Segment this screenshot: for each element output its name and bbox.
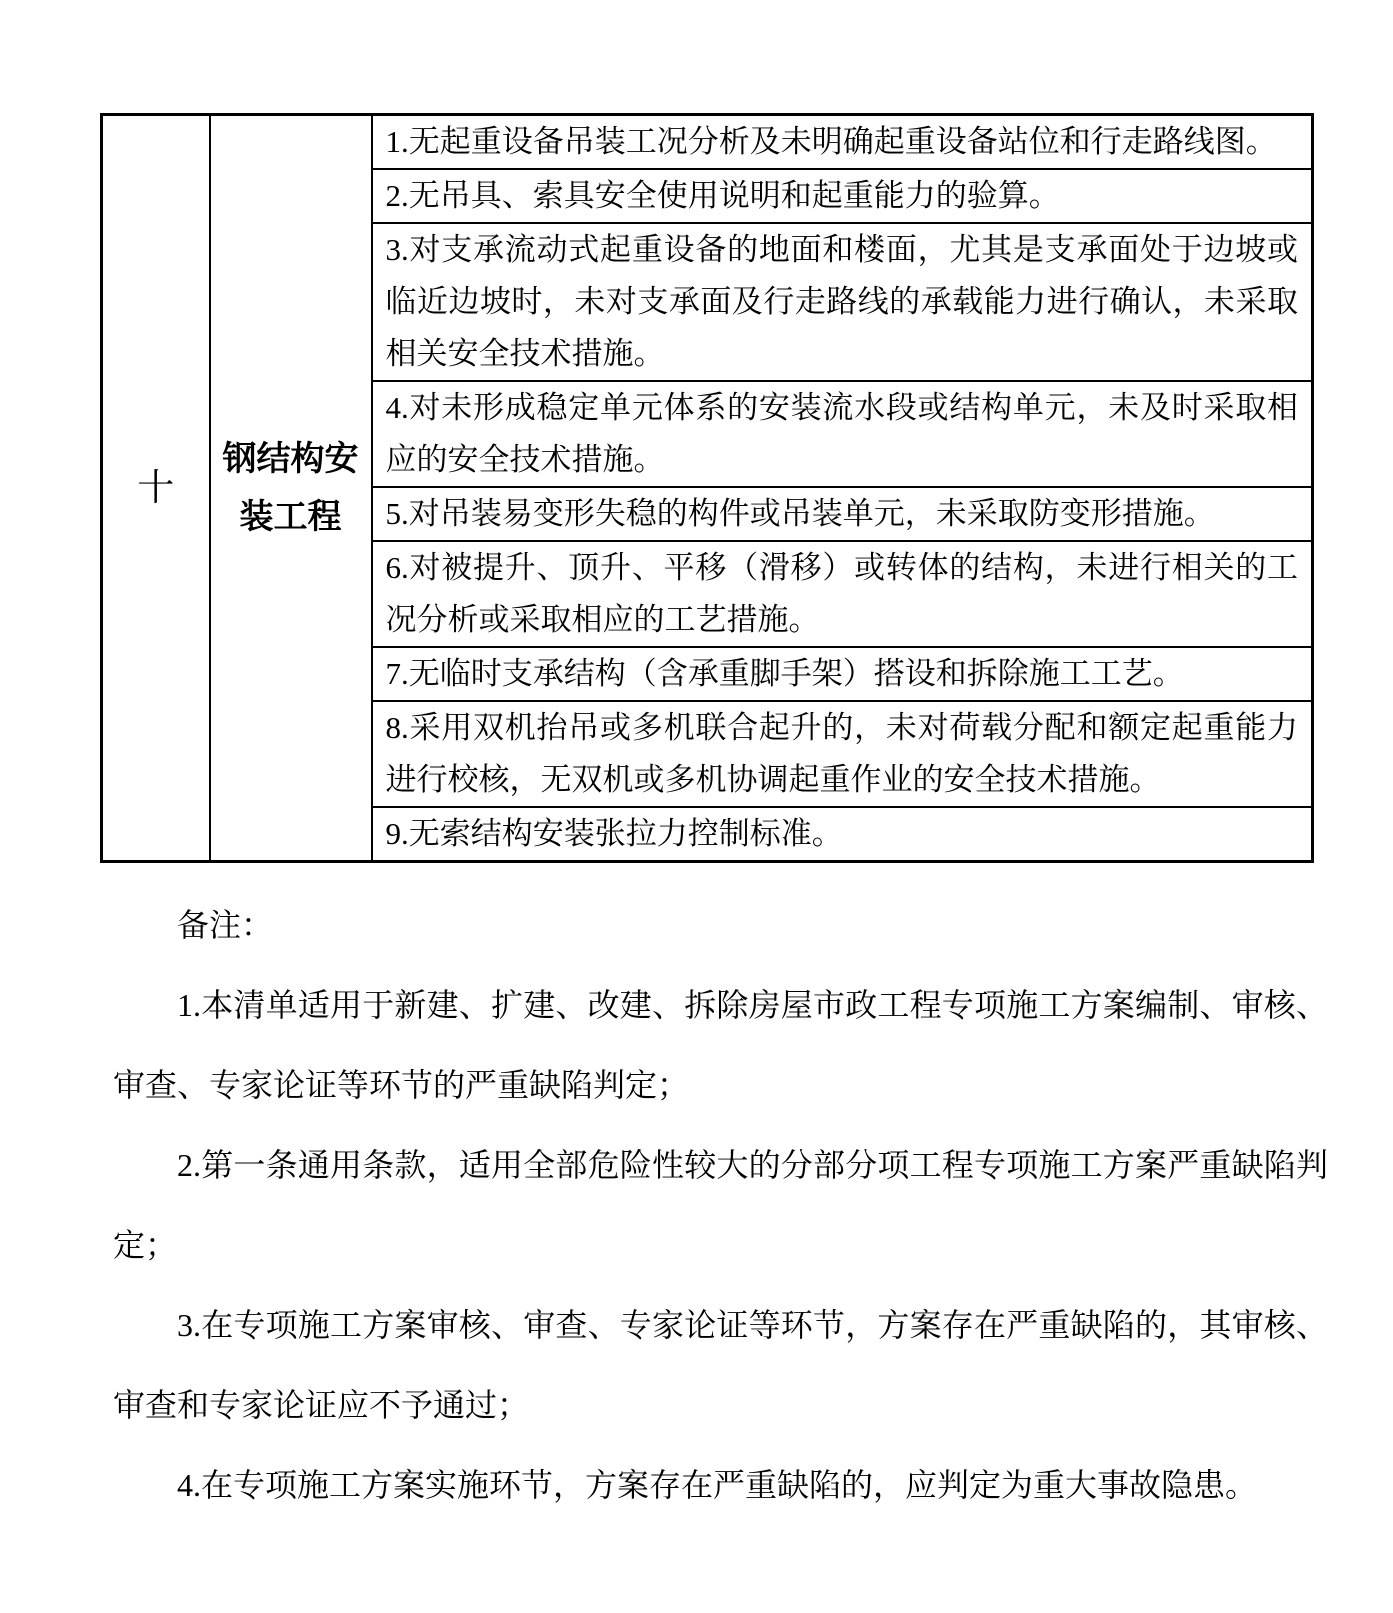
defect-item-cell: 7.无临时支承结构（含承重脚手架）搭设和拆除施工工艺。 xyxy=(372,647,1313,701)
defect-item-cell: 5.对吊装易变形失稳的构件或吊装单元，未采取防变形措施。 xyxy=(372,487,1313,541)
defect-item-cell: 4.对未形成稳定单元体系的安装流水段或结构单元，未及时采取相应的安全技术措施。 xyxy=(372,381,1313,487)
defect-table-body xyxy=(102,115,1313,862)
defect-list-table xyxy=(100,113,1314,863)
defect-item-cell: 9.无索结构安装张拉力控制标准。 xyxy=(372,807,1313,862)
note-paragraph: 4.在专项施工方案实施环节，方案存在严重缺陷的，应判定为重大事故隐患。 xyxy=(177,1467,1258,1503)
defect-item-cell: 2.无吊具、索具安全使用说明和起重能力的验算。 xyxy=(372,169,1313,223)
table-row xyxy=(102,115,1313,170)
defect-item-cell: 3.对支承流动式起重设备的地面和楼面，尤其是支承面处于边坡或临近边坡时，未对支承面及行走路线的承载能力进行确认，未采取相关安全技术措施。 xyxy=(372,223,1313,381)
defect-item-cell: 6.对被提升、顶升、平移（滑移）或转体的结构，未进行相关的工况分析或采取相应的工艺措施。 xyxy=(372,541,1313,647)
defect-item-cell: 1.无起重设备吊装工况分析及未明确起重设备站位和行走路线图。 xyxy=(372,115,1313,170)
note-paragraph: 3.在专项施工方案审核、审查、专家论证等环节，方案存在严重缺陷的，其审核、审查和专家论证应不予通过； xyxy=(113,1307,1328,1423)
serial-number-cell: 十 xyxy=(102,115,210,862)
category-cell: 钢结构安装工程 xyxy=(210,115,372,862)
defect-item-cell: 8.采用双机抬吊或多机联合起升的，未对荷载分配和额定起重能力进行校核，无双机或多机协调起重作业的安全技术措施。 xyxy=(372,701,1313,807)
notes-section xyxy=(113,885,1328,1525)
notes-heading: 备注： xyxy=(177,907,274,943)
note-paragraph: 1.本清单适用于新建、扩建、改建、拆除房屋市政工程专项施工方案编制、审核、审查、专家论证等环节的严重缺陷判定； xyxy=(113,987,1328,1103)
note-paragraph: 2.第一条通用条款，适用全部危险性较大的分部分项工程专项施工方案严重缺陷判定； xyxy=(113,1147,1328,1263)
